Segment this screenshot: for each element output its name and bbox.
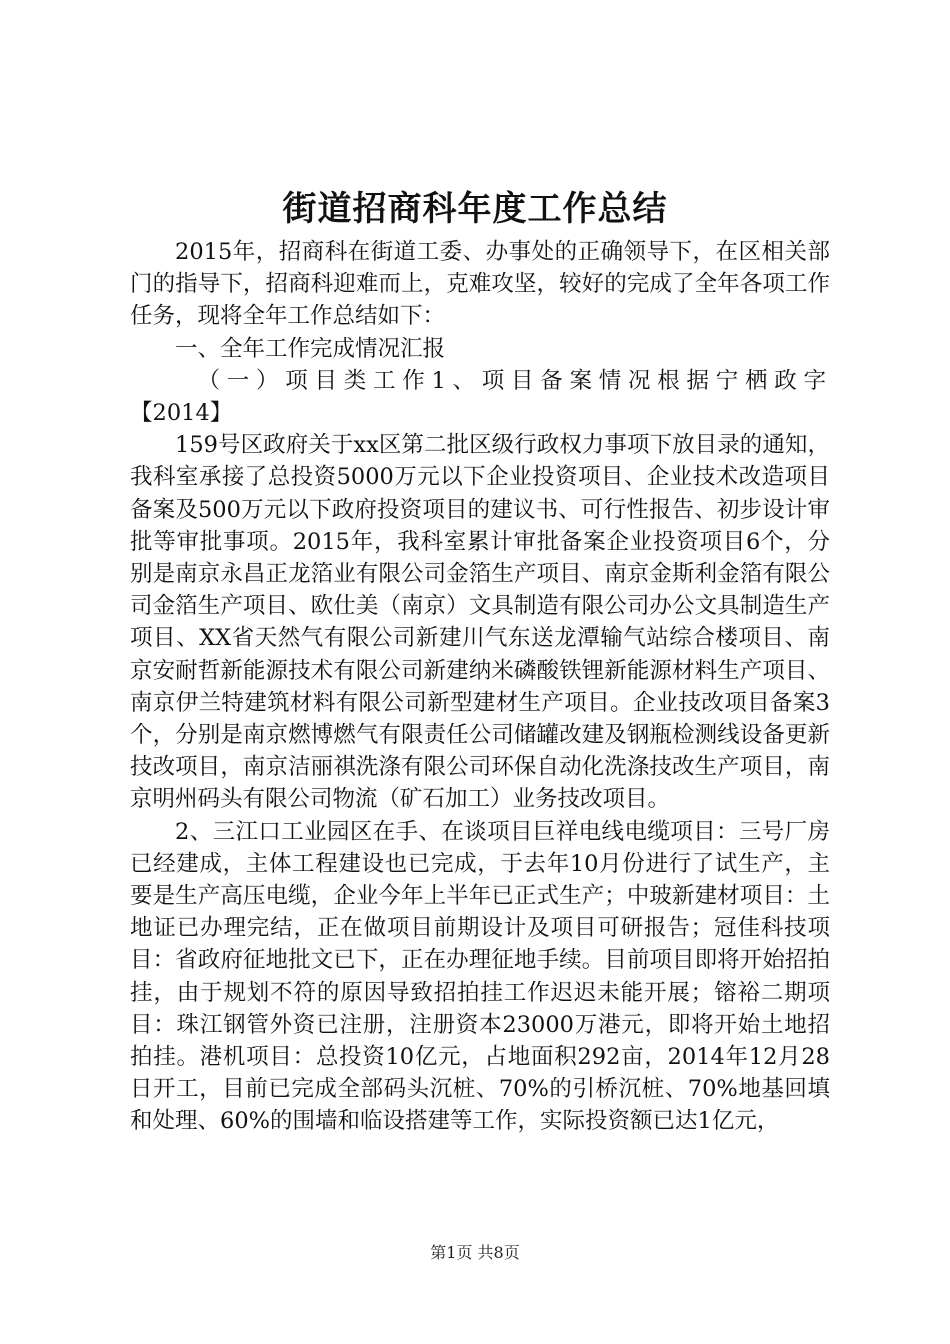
subsection-heading: （一）项目类工作1、项目备案情况根据宁栖政字 xyxy=(197,367,830,394)
document-title: 街道招商科年度工作总结 xyxy=(282,189,668,229)
body-paragraph: 159号区政府关于xx区第二批区级行政权力事项下放目录的通知，我科室承接了总投资5000万元以下企业投资项目、企业技术改造项目备案及500万元以下政府投资项目的建议书、可行性报告、初步设计审批等审批事项。2015年，我科室累计审批备案企业投资项目6个，分别是南京永昌正龙箔业有限公司金箔生产项目、南京金斯利金箔有限公司金箔生产项目、欧仕美（南京）文具制造有限公司办公文具制造生产项目、XX省天然气有限公司新建川气东送龙潭输气站综合楼项目、南京安耐哲新能源技术有限公司新建纳米磷酸铁锂新能源材料生产项目、南京伊兰特建筑材料有限公司新型建材生产项目。企业技改项目备案3个，分别是南京燃博燃气有限责任公司储罐改建及钢瓶检测线设备更新技改项目，南京洁丽祺洗涤有限公司环保自动化洗涤技改生产项目，南京明州码头有限公司物流（矿石加工）业务技改项目。 xyxy=(130,432,830,813)
page-footer: 第1页 共8页 xyxy=(430,1243,520,1262)
section-heading: 一、全年工作完成情况汇报 xyxy=(175,335,446,362)
document-body xyxy=(130,236,830,1138)
body-paragraph: 2、三江口工业园区在手、在谈项目巨祥电线电缆项目：三号厂房已经建成，主体工程建设也已完成，于去年10月份进行了试生产，主要是生产高压电缆，企业今年上半年已正式生产；中玻新建材项目：土地证已办理完结，正在做项目前期设计及项目可研报告；冠佳科技项目：省政府征地批文已下，正在办理征地手续。目前项目即将开始招拍挂，由于规划不符的原因导致招拍挂工作迟迟未能开展；镕裕二期项目：珠江钢管外资已注册，注册资本23000万港元，即将开始土地招拍挂。港机项目：总投资10亿元，占地面积292亩，2014年12月28日开工，目前已完成全部码头沉桩、70%的引桥沉桩、70%地基回填和处理、60%的围墙和临设搭建等工作，实际投资额已达1亿元， xyxy=(130,818,830,1135)
document-number: 【2014】 xyxy=(130,400,233,427)
intro-paragraph: 2015年，招商科在街道工委、办事处的正确领导下，在区相关部门的指导下，招商科迎难而上，克难攻坚，较好的完成了全年各项工作任务，现将全年工作总结如下： xyxy=(130,239,830,330)
